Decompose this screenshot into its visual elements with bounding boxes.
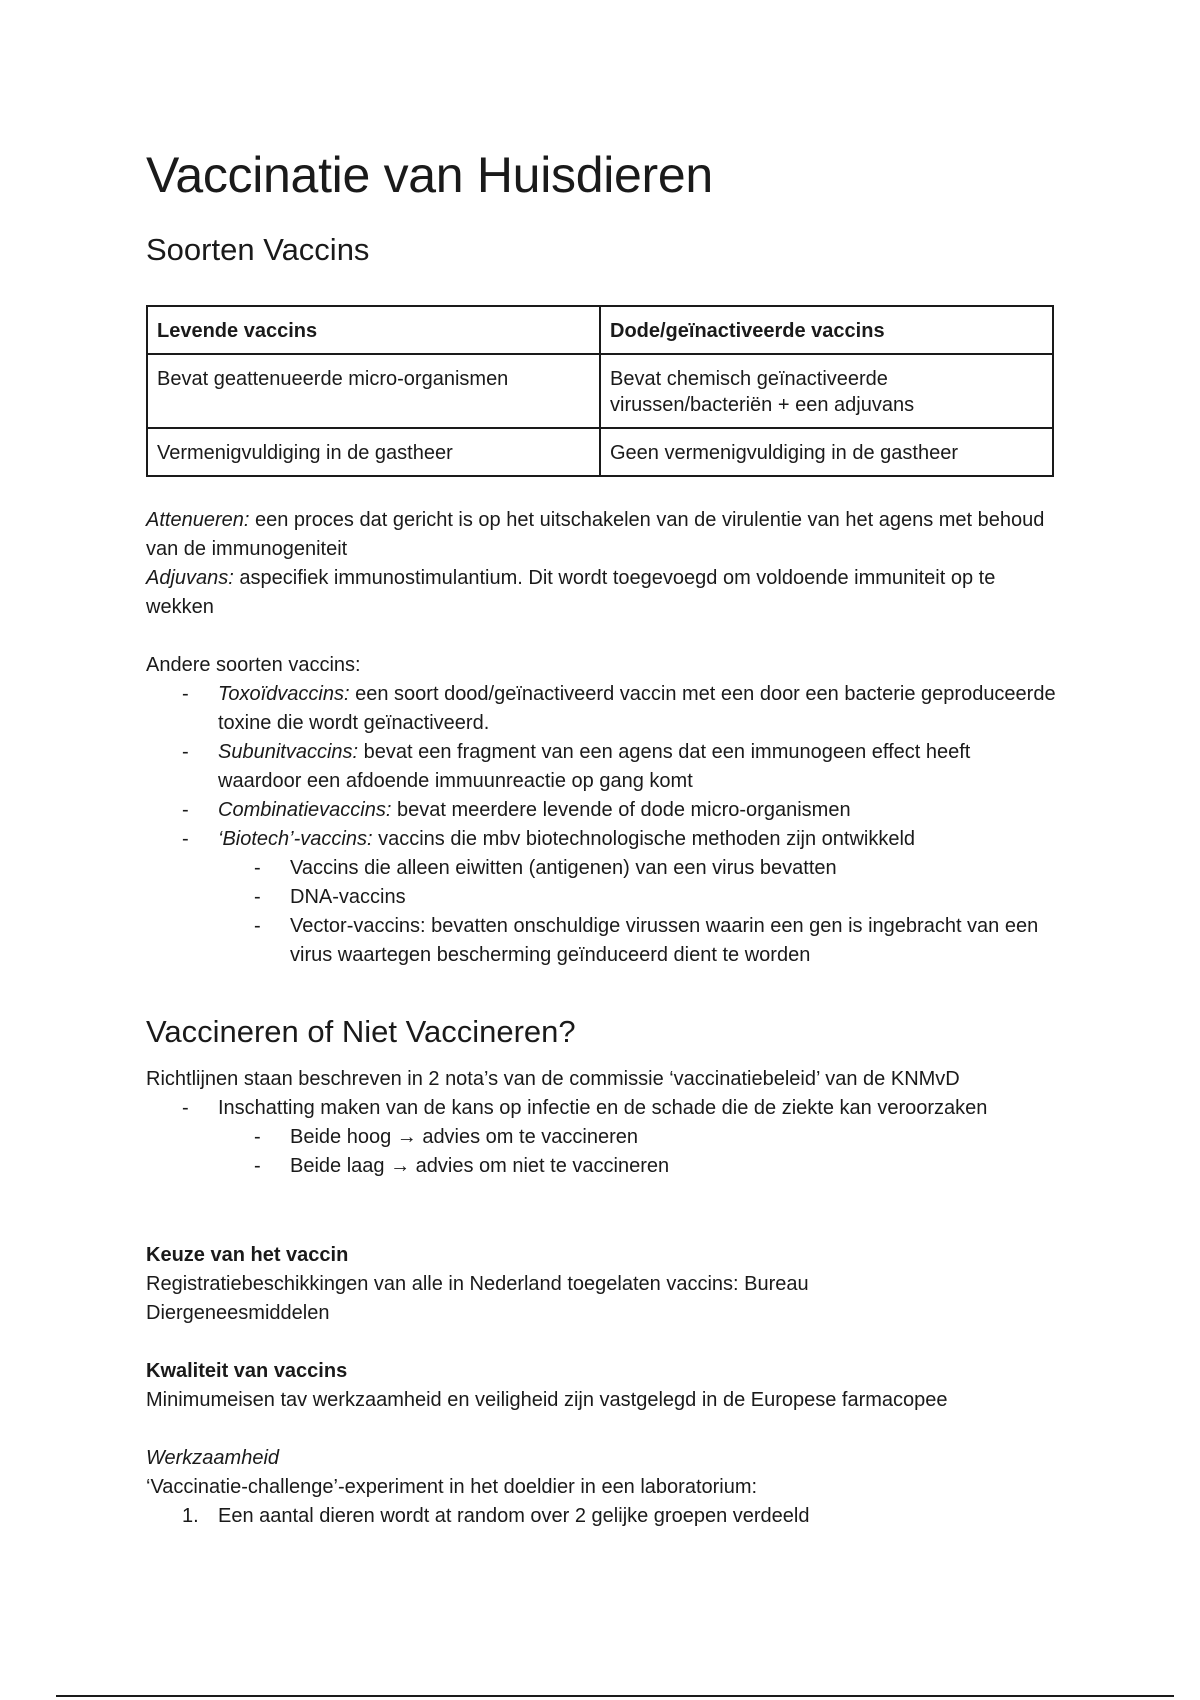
keuze-section — [146, 1241, 1058, 1328]
table-cell: Vermenigvuldiging in de gastheer — [147, 428, 600, 476]
steps-list — [146, 1502, 1058, 1531]
list-item — [146, 796, 1058, 825]
definition-text: aspecifiek immunostimulantium. Dit wordt toegevoegd om voldoende immuniteit op te wekken — [146, 567, 996, 618]
section-heading-vaccineren: Vaccineren of Niet Vaccineren? — [146, 1014, 576, 1049]
page-title: Vaccinatie van Huisdieren — [146, 147, 713, 203]
kwaliteit-section — [146, 1357, 1058, 1415]
table-cell: Bevat geattenueerde micro-organismen — [147, 354, 600, 428]
definition-adjuvans — [146, 564, 1058, 622]
list-item-term: ‘Biotech’-vaccins: — [218, 828, 373, 850]
table-cell: Bevat chemisch geïnactiveerde virussen/bacteriën + een adjuvans — [600, 354, 1053, 428]
list-item-text: een soort dood/geïnactiveerd vaccin met een door een bacterie geproduceerde toxine die wordt geïnactiveerd. — [218, 683, 1056, 734]
kwaliteit-text: Minimumeisen tav werkzaamheid en veiligheid zijn vastgelegd in de Europese farmacopee — [146, 1389, 948, 1411]
table-cell: Geen vermenigvuldiging in de gastheer — [600, 428, 1053, 476]
section-heading-soorten: Soorten Vaccins — [146, 232, 370, 267]
list-item: - Vaccins die alleen eiwitten (antigenen) van een virus bevatten — [146, 854, 1058, 883]
list-item: - Vector-vaccins: bevatten onschuldige virussen waarin een gen is ingebracht van een virus waartegen bescherming geïnduceerd dient te worden — [146, 912, 1058, 970]
guidelines-list — [146, 1094, 1058, 1123]
table-header-row — [147, 306, 1053, 354]
table-header-cell: Dode/geïnactiveerde vaccins — [600, 306, 1053, 354]
guidelines — [146, 1065, 1058, 1181]
keuze-heading: Keuze van het vaccin — [146, 1244, 349, 1266]
other-vaccines-list — [146, 680, 1058, 854]
list-item — [146, 680, 1058, 738]
page-bottom-rule — [56, 1695, 1174, 1697]
definition-text: een proces dat gericht is op het uitschakelen van de virulentie van het agens met behoud van de immunogeniteit — [146, 509, 1045, 560]
definition-term: Adjuvans: — [146, 567, 234, 589]
list-item: - DNA-vaccins — [146, 883, 1058, 912]
definition-attenueren — [146, 506, 1058, 564]
other-vaccines-intro: Andere soorten vaccins: — [146, 654, 361, 676]
list-item-text: vaccins die mbv biotechnologische methoden zijn ontwikkeld — [372, 828, 916, 850]
definition-term: Attenueren: — [146, 509, 250, 531]
list-item-term: Subunitvaccins: — [218, 741, 359, 763]
list-item-term: Combinatievaccins: — [218, 799, 392, 821]
list-item: - Beide hoog → advies om te vaccineren — [146, 1123, 1058, 1152]
other-vaccines — [146, 651, 1058, 970]
werkzaamheid-section — [146, 1444, 1058, 1531]
guidelines-sublist — [146, 1123, 1058, 1181]
definitions — [146, 506, 1058, 622]
table-row — [147, 354, 1053, 428]
kwaliteit-heading: Kwaliteit van vaccins — [146, 1360, 348, 1382]
werkzaamheid-heading: Werkzaamheid — [146, 1447, 280, 1469]
list-item-term: Toxoïdvaccins: — [218, 683, 350, 705]
guidelines-intro: Richtlijnen staan beschreven in 2 nota’s van de commissie ‘vaccinatiebeleid’ van de KNMvD — [146, 1068, 960, 1090]
werkzaamheid-intro: ‘Vaccinatie-challenge’-experiment in het doeldier in een laboratorium: — [146, 1476, 758, 1498]
step-text: Een aantal dieren wordt at random over 2 gelijke groepen verdeeld — [218, 1505, 810, 1527]
list-item — [146, 825, 1058, 854]
biotech-sublist — [146, 854, 1058, 970]
step-number: 1. — [182, 1505, 199, 1527]
list-item — [146, 1502, 1058, 1531]
list-item-text: bevat meerdere levende of dode micro-organismen — [391, 799, 851, 821]
list-item — [146, 738, 1058, 796]
table-row — [147, 428, 1053, 476]
list-item-text: bevat een fragment van een agens dat een immunogeen effect heeft waardoor een afdoende immuunreactie op gang komt — [218, 741, 971, 792]
keuze-text: Registratiebeschikkingen van alle in Nederland toegelaten vaccins: Bureau Diergeneesmiddelen — [146, 1273, 809, 1324]
vaccine-comparison-table — [146, 305, 1054, 477]
table-header-cell: Levende vaccins — [147, 306, 600, 354]
list-item: - Inschatting maken van de kans op infectie en de schade die de ziekte kan veroorzaken — [146, 1094, 1058, 1123]
list-item: - Beide laag → advies om niet te vaccineren — [146, 1152, 1058, 1181]
